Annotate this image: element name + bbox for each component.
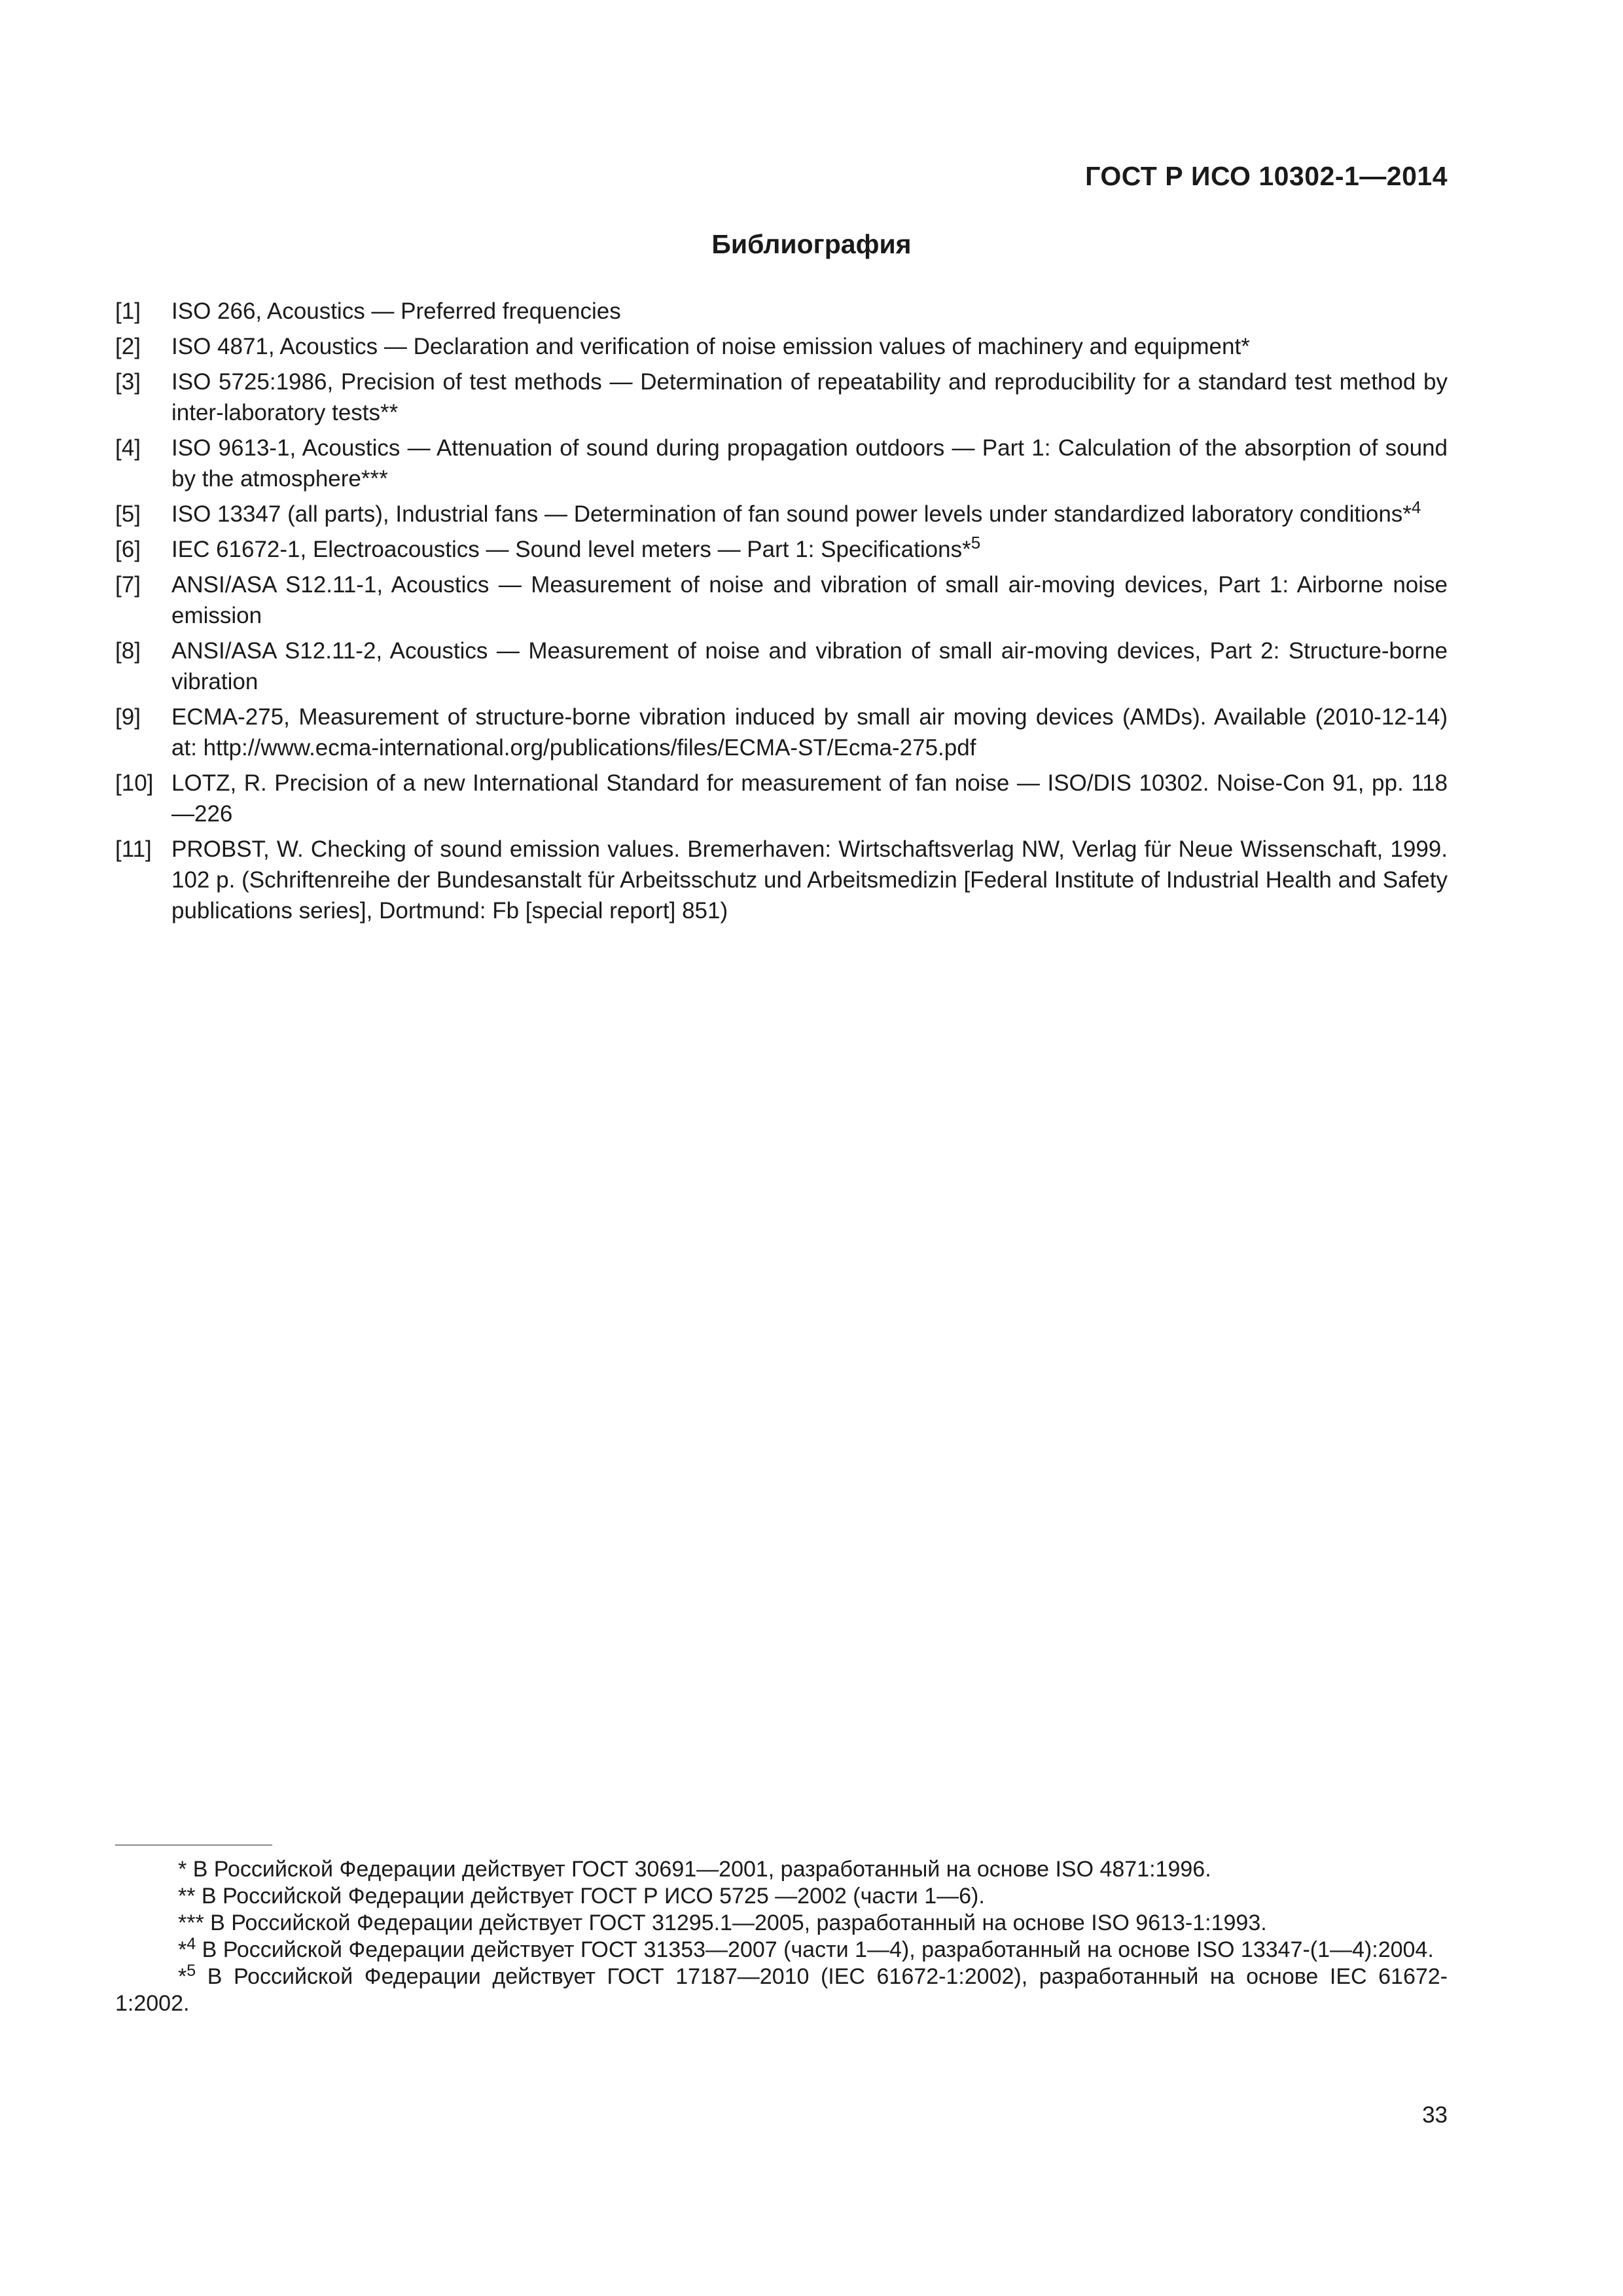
- footnote-text: В Российской Федерации действует ГОСТ 31295.1—2005, разработанный на основе ISO 9613-1:1993.: [210, 1910, 1267, 1935]
- entry-text-body: ANSI/ASA S12.11-2, Acoustics — Measurement of noise and vibration of small air-moving devices, Part 2: Structure-borne vibration: [171, 638, 1448, 694]
- entry-superscript: 5: [971, 533, 981, 552]
- entry-text-body: IEC 61672-1, Electroacoustics — Sound level meters — Part 1: Specifications*: [171, 537, 971, 562]
- footnote-prefix: **: [178, 1884, 202, 1909]
- entry-number: [7]: [115, 572, 141, 598]
- footnote: [115, 1964, 1448, 2017]
- footnote: [115, 1883, 1448, 1910]
- entry-text: [171, 768, 1448, 829]
- entry-number: [6]: [115, 537, 141, 562]
- entry-text: [171, 433, 1448, 494]
- footnote-text: В Российской Федерации действует ГОСТ 31353—2007 (части 1—4), разработанный на основе ISO 13347-(1—4):2004.: [196, 1937, 1434, 1962]
- page-number: 33: [1422, 2102, 1448, 2128]
- entry-text-body: ISO 266, Acoustics — Preferred frequencies: [171, 298, 621, 324]
- entry-text: [171, 569, 1448, 631]
- footnote: [115, 1856, 1448, 1883]
- entry-text: [171, 834, 1448, 926]
- entry-text-body: ECMA-275, Measurement of structure-borne vibration induced by small air moving devices (AMDs). Available (2010-12-14) at: http://www.ecma-international.org/publications/files/ECMA-ST/Ecma-275.pdf: [171, 704, 1448, 761]
- footnote-superscript: 4: [187, 1935, 196, 1953]
- entry-text: [171, 331, 1448, 362]
- entry-number: [2]: [115, 334, 141, 359]
- entry-number: [3]: [115, 369, 141, 395]
- footnote: [115, 1937, 1448, 1964]
- entry-text-body: ISO 13347 (all parts), Industrial fans — Determination of fan sound power levels under standardized laboratory conditions*: [171, 501, 1412, 527]
- footnote-separator: [115, 1844, 272, 1846]
- footnote-prefix: *: [178, 1964, 187, 1989]
- entry-text-body: ISO 4871, Acoustics — Declaration and verification of noise emission values of machinery and equipment*: [171, 334, 1250, 359]
- footnote-text: В Российской Федерации действует ГОСТ 30691—2001, разработанный на основе ISO 4871:1996.: [192, 1857, 1211, 1882]
- bibliography-entry: [115, 499, 1448, 529]
- entry-number: [9]: [115, 704, 141, 730]
- footnote-prefix: *: [178, 1857, 193, 1882]
- bibliography-entry: [115, 636, 1448, 697]
- entry-text: [171, 636, 1448, 697]
- footnote-prefix: ***: [178, 1910, 211, 1935]
- entry-text-body: ISO 9613-1, Acoustics — Attenuation of sound during propagation outdoors — Part 1: Calculation of the absorption of sound by the atmosphere***: [171, 435, 1448, 492]
- entry-number: [11]: [115, 836, 152, 862]
- bibliography-entry: [115, 534, 1448, 565]
- footnote: [115, 1910, 1448, 1937]
- entry-text-body: PROBST, W. Checking of sound emission values. Bremerhaven: Wirtschaftsverlag NW, Verlag für Neue Wissenschaft, 1999. 102 p. (Schriftenreihe der Bundesanstalt für Arbeitsschutz und Arbeitsmedizin [Federal Institute of Industrial Health and Safety publications series], Dortmund: Fb [special report] 851): [171, 836, 1448, 924]
- entry-text: [171, 499, 1448, 529]
- entry-text: [171, 296, 1448, 327]
- entry-text-body: ISO 5725:1986, Precision of test methods — Determination of repeatability and reproducibility for a standard test method by inter-laboratory tests**: [171, 369, 1448, 425]
- standard-code: ГОСТ Р ИСО 10302-1—2014: [1085, 161, 1448, 191]
- footnotes: [115, 1856, 1448, 2017]
- entry-number: [5]: [115, 501, 141, 527]
- entry-number: [10]: [115, 770, 154, 796]
- bibliography-entry: [115, 331, 1448, 362]
- entry-text: [171, 534, 1448, 565]
- entry-number: [8]: [115, 638, 141, 664]
- footnote-text: В Российской Федерации действует ГОСТ 17187—2010 (IEC 61672-1:2002), разработанный на основе IEC 61672-1:2002.: [115, 1964, 1448, 2016]
- footnote-text: В Российской Федерации действует ГОСТ Р ИСО 5725 —2002 (части 1—6).: [201, 1884, 985, 1909]
- bibliography-entry: [115, 367, 1448, 428]
- entry-text-body: ANSI/ASA S12.11-1, Acoustics — Measurement of noise and vibration of small air-moving devices, Part 1: Airborne noise emission: [171, 572, 1448, 628]
- bibliography-entry: [115, 834, 1448, 926]
- footnote-prefix: *: [178, 1937, 187, 1962]
- bibliography-entry: [115, 433, 1448, 494]
- bibliography-entry: [115, 569, 1448, 631]
- entry-text-body: LOTZ, R. Precision of a new International Standard for measurement of fan noise — ISO/DIS 10302. Noise-Con 91, pp. 118—226: [171, 770, 1448, 827]
- bibliography-entry: [115, 296, 1448, 327]
- bibliography-list: [115, 296, 1448, 931]
- bibliography-entry: [115, 702, 1448, 763]
- page-title: Библиография: [711, 229, 912, 259]
- footnote-superscript: 5: [187, 1962, 196, 1980]
- entry-number: [1]: [115, 298, 141, 324]
- bibliography-entry: [115, 768, 1448, 829]
- entry-number: [4]: [115, 435, 141, 461]
- entry-text: [171, 702, 1448, 763]
- entry-text: [171, 367, 1448, 428]
- entry-superscript: 4: [1411, 497, 1421, 517]
